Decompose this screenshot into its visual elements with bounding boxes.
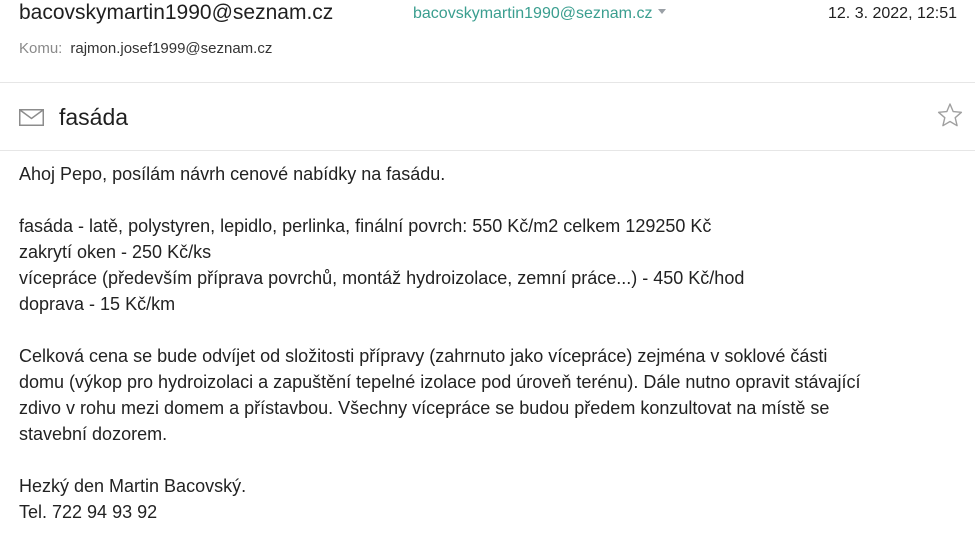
message-subject: fasáda — [59, 104, 129, 130]
signature-line: Hezký den Martin Bacovský. — [19, 476, 247, 496]
price-item: vícepráce (především příprava povrchů, montáž hydroizolace, zemní práce...) - 450 Kč/hod — [19, 268, 745, 288]
star-icon[interactable] — [937, 102, 963, 128]
subject-bar — [0, 83, 975, 151]
recipient-row — [19, 40, 272, 57]
phone-line: Tel. 722 94 93 92 — [19, 502, 158, 522]
paragraph-line: stavební dozorem. — [19, 424, 168, 444]
sender-email-text[interactable]: bacovskymartin1990@seznam.cz — [413, 5, 653, 22]
price-item: doprava - 15 Kč/km — [19, 294, 176, 314]
caret-down-icon[interactable] — [658, 9, 666, 14]
paragraph-line: zdivo v rohu mezi domem a přístavbou. Všechny vícepráce se budou předem konzultovat na místě se — [19, 398, 830, 418]
sender-email-dropdown[interactable] — [413, 5, 666, 23]
sender-name: bacovskymartin1990@seznam.cz — [19, 1, 334, 24]
greeting-line: Ahoj Pepo, posílám návrh cenové nabídky na fasádu. — [19, 164, 446, 184]
message-header — [0, 0, 975, 83]
price-item: zakrytí oken - 250 Kč/ks — [19, 242, 212, 262]
envelope-icon — [19, 109, 44, 126]
price-item: fasáda - latě, polystyren, lepidlo, perlinka, finální povrch: 550 Kč/m2 celkem 129250 Kč — [19, 216, 712, 236]
message-body — [0, 151, 975, 525]
paragraph-line: Celková cena se bude odvíjet od složitosti přípravy (zahrnuto jako vícepráce) zejména v soklové části — [19, 346, 828, 366]
recipient-address[interactable]: rajmon.josef1999@seznam.cz — [70, 40, 273, 57]
message-date: 12. 3. 2022, 12:51 — [828, 5, 957, 22]
paragraph-line: domu (výkop pro hydroizolaci a zapuštění tepelné izolace pod úroveň terénu). Dále nutno opravit stávající — [19, 372, 861, 392]
recipient-label: Komu: — [19, 40, 63, 57]
